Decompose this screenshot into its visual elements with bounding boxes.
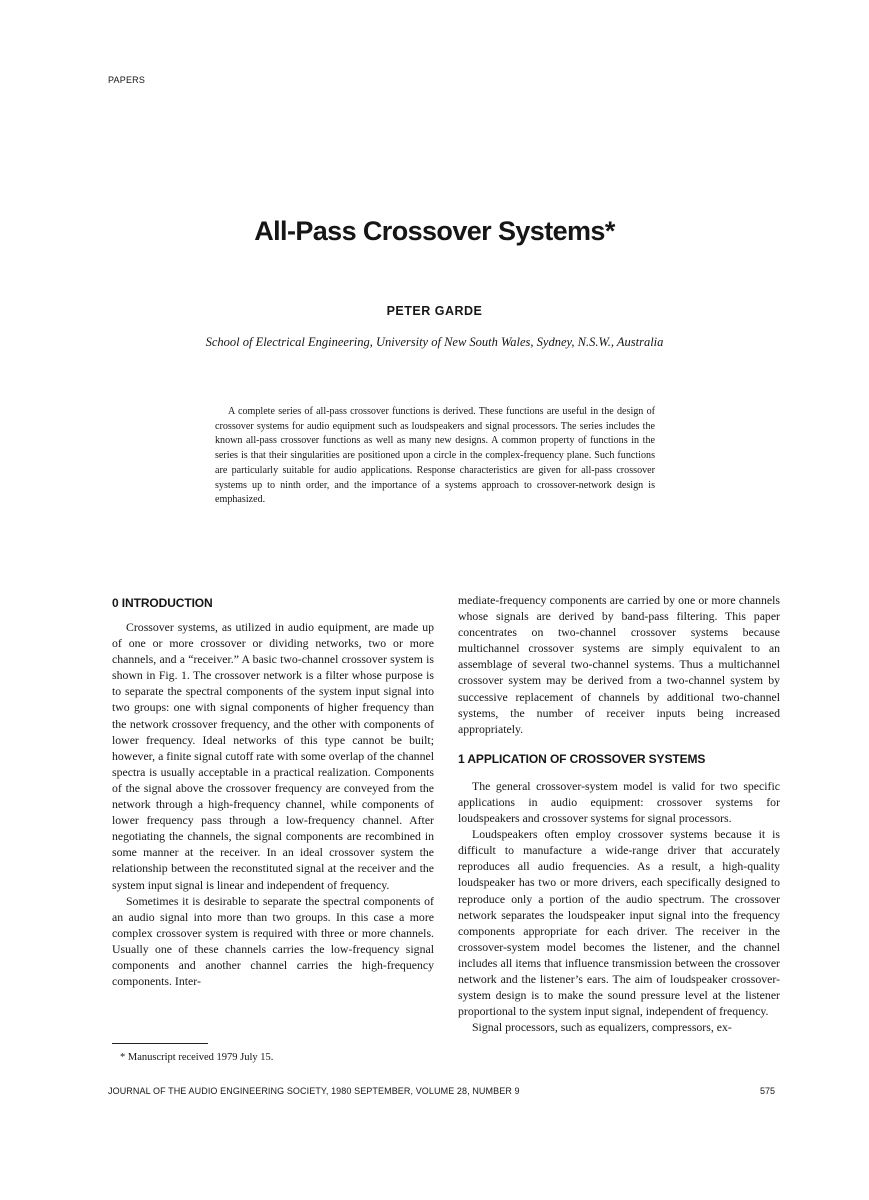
right-column — [458, 592, 780, 1035]
paragraph-continued: mediate-frequency components are carried by one or more channels whose signals are derived by band-pass filtering. This paper concentrates on two-channel crossover systems because multichannel crossover systems are simply equivalent to an assemblage of several two-channel systems. Thus a multichannel crossover system may be derived from a two-channel system by successive replacement of channels by additional two-channel systems, the number of receiver inputs being increased appropriately. — [458, 593, 780, 736]
paper-title: All-Pass Crossover Systems* — [254, 216, 615, 246]
author-name: PETER GARDE — [386, 304, 483, 318]
paragraph: The general crossover-system model is valid for two specific applications in audio equipment: crossover systems for loudspeakers and crossover systems for signal processors. — [458, 778, 780, 826]
footnote: * Manuscript received 1979 July 15. — [120, 1052, 274, 1063]
paragraph: Crossover systems, as utilized in audio equipment, are made up of one or more crossover or dividing networks, two or more channels, and a “receiver.” A basic two-channel crossover system is shown in Fig. 1. The crossover network is a filter whose purpose is to separate the spectral components of the system input signal into two groups: one with signal components of higher frequency than the network crossover frequency, and the other with components of lower frequency. Ideal networks of this type cannot be built; however, a finite signal cutoff rate with some overlap of the channel spectra is usually acceptable in a practical realization. Components of the signal above the crossover frequency are conveyed from the network through a high-frequency channel, while components of lower frequency pass through a low-frequency channel. After negotiating the channels, the signal components are recombined in some manner at the receiver. In an ideal crossover system the relationship between the reconstituted signal at the receiver and the system input signal is linear and independent of frequency. — [112, 620, 434, 892]
section-label: PAPERS — [108, 75, 146, 85]
abstract: A complete series of all-pass crossover functions is derived. These functions are useful in the design of crossover systems for audio equipment such as loudspeakers and signal processors. The series includes the known all-pass crossover functions as well as many new designs. A common property of functions in the series is that their singularities are positioned upon a circle in the complex-frequency plane. Such functions are particularly suitable for audio applications. Response characteristics are given for all-pass crossover systems up to ninth order, and the importance of a systems approach to crossover-network design is emphasized. — [215, 406, 655, 506]
left-column — [112, 592, 434, 989]
footnote-rule — [112, 1043, 208, 1044]
section-heading-introduction: 0 INTRODUCTION — [112, 596, 213, 610]
page-number: 575 — [760, 1086, 776, 1096]
paragraph: Sometimes it is desirable to separate the spectral components of an audio signal into more than two groups. In this case a more complex crossover system is required with three or more channels. Usually one of these channels carries the low-frequency signal components and another channel carries the high-frequency components. Inter- — [112, 893, 434, 989]
section-heading-application: 1 APPLICATION OF CROSSOVER SYSTEMS — [458, 751, 706, 766]
journal-citation: JOURNAL OF THE AUDIO ENGINEERING SOCIETY, 1980 SEPTEMBER, VOLUME 28, NUMBER 9 — [108, 1086, 520, 1096]
author-affiliation: School of Electrical Engineering, University of New South Wales, Sydney, N.S.W., Australia — [205, 335, 664, 349]
paragraph: Signal processors, such as equalizers, compressors, ex- — [472, 1020, 732, 1035]
paragraph: Loudspeakers often employ crossover systems because it is difficult to manufacture a wide-range driver that accurately reproduces all audio frequencies. As a result, a high-quality loudspeaker has two or more drivers, each specifically designed to reproduce only a portion of the audio spectrum. The crossover network separates the loudspeaker input signal into the frequency components appropriate for each driver. The receiver in the crossover-system model becomes the listener, and the channel includes all items that influence transmission between the crossover network and the listener’s ears. The aim of loudspeaker crossover-system design is to make the sound pressure level at the listener proportional to the system input signal, independent of frequency. — [458, 827, 780, 1019]
